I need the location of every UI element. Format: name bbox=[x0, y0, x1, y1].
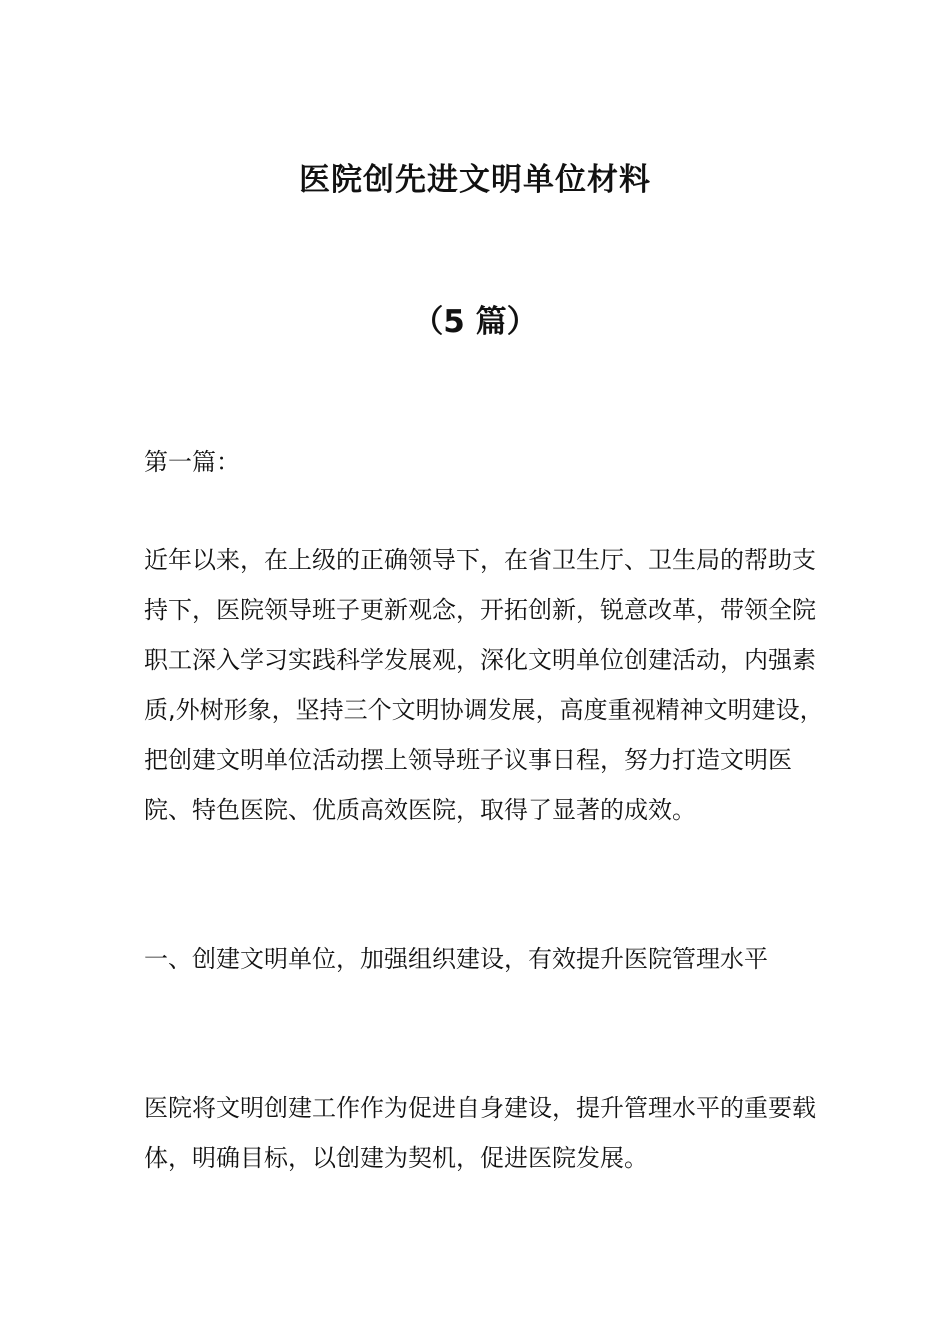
document-title: 医院创先进文明单位材料 bbox=[299, 162, 651, 198]
body-paragraph-one: 医院将文明创建工作作为促进自身建设，提升管理水平的重要载体，明确目标，以创建为契机，促进医院发展。 bbox=[144, 1094, 816, 1172]
document-subtitle: （5 篇） bbox=[412, 304, 538, 340]
section-heading-one: 一、创建文明单位，加强组织建设，有效提升医院管理水平 bbox=[144, 945, 768, 973]
section-label: 第一篇： bbox=[144, 448, 240, 476]
intro-paragraph: 近年以来，在上级的正确领导下，在省卫生厅、卫生局的帮助支持下，医院领导班子更新观念，开拓创新，锐意改革，带领全院职工深入学习实践科学发展观，深化文明单位创建活动，内强素质,外树形象，坚持三个文明协调发展，高度重视精神文明建设，把创建文明单位活动摆上领导班子议事日程，努力打造文明医院、特色医院、优质高效医院，取得了显著的成效。 bbox=[144, 546, 824, 824]
